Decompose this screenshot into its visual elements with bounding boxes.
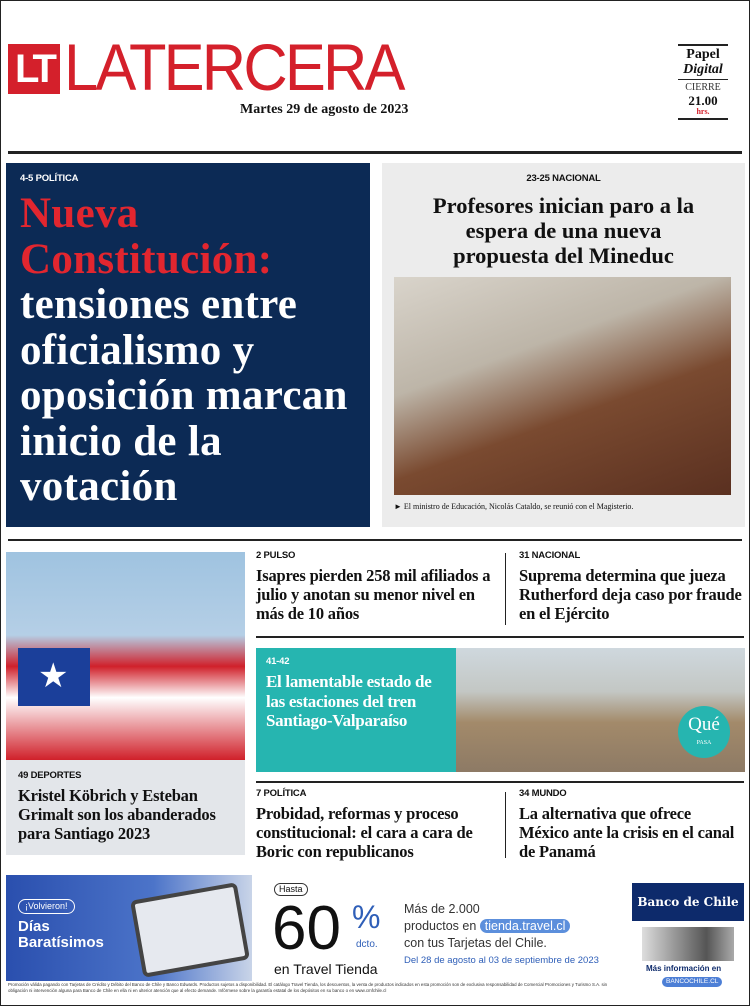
deportes-story[interactable] [6,552,245,855]
lead-kicker: 4-5 POLÍTICA [20,173,79,184]
ad-dates: Del 28 de agosto al 03 de septiembre de 2023 [404,955,599,966]
logo-mark[interactable]: LT [8,44,60,94]
logo-text[interactable]: LATERCERA [64,30,403,104]
ad-brand-2: Baratísimos [18,934,104,951]
ad-brand [18,919,104,951]
ad-hasta: Hasta [274,883,308,896]
politica-headline: Probidad, reformas y proceso constitucional: el cara a cara de Boric con republicanos [256,804,473,861]
masthead-rule [8,151,742,154]
papel-digital-badge [678,44,728,120]
quepasa-story[interactable] [256,648,456,772]
lead-headline [20,191,356,510]
ad-more: Más información en [646,964,722,973]
quepasa-badge-text: Qué [688,714,720,735]
side-story[interactable] [382,163,745,527]
star-icon: ★ [38,656,69,696]
lead-headline-red: Nueva Constitución: [20,190,273,283]
side-headline: Profesores inician paro a la espera de una nueva propuesta del Mineduc [432,193,695,268]
digital-label: Digital [678,62,728,80]
cierre-time: 21.00 [688,93,718,108]
ad-url[interactable]: tienda.travel.cl [480,919,571,933]
flag-bearers-photo [6,552,245,760]
ad-line3: con tus Tarjetas del Chile. [404,936,547,950]
side-kicker: 23-25 NACIONAL [526,173,601,184]
photo-caption: ► El ministro de Educación, Nicolás Cataldo, se reunió con el Magisterio. [394,502,634,511]
quepasa-badge-sub: PASA [696,740,712,746]
ad-line2: productos en [404,919,477,933]
cierre-label: CIERRE [685,82,721,93]
column-divider [505,553,506,625]
quepasa-badge [678,706,730,758]
ad-brand-1: Días [18,918,50,935]
ad-dcto: dcto. [356,939,378,950]
politica-story[interactable] [256,788,503,861]
quepasa-headline: El lamentable estado de las estaciones del tren Santiago-Valparaíso [266,672,432,730]
mundo-headline: La alternativa que ofrece México ante la crisis en el canal de Panamá [519,804,735,861]
edition-date: Martes 29 de agosto de 2023 [240,102,409,117]
column-rule [256,636,744,638]
deportes-kicker: 49 DEPORTES [18,770,82,781]
cards-image [642,927,734,961]
mundo-kicker: 34 MUNDO [519,788,567,799]
quepasa-kicker: 41-42 [266,656,290,667]
meeting-photo [394,277,731,495]
pulso-headline: Isapres pierden 258 mil afiliados a julio y anotan su menor nivel en más de 10 años [256,566,491,623]
bank-url[interactable]: BANCOCHILE.CL [662,977,722,987]
mundo-story[interactable] [519,788,744,861]
column-divider-2 [505,792,506,858]
ad-copy [404,901,599,969]
ad-fine-print: Promoción válida pagando con Tarjetas de Crédito y Débito del Banco de Chile y Banco Edwards. Productos sujetos a disponibilidad. El catálogo Travel Tienda, los descuentos, la venta de productos indicados en esta promoción son de exclusiva responsabilidad de Comercial Promociones y Turismo S.A. sin obligación ni intervención alguna para Banco de Chile en ella ni en ulterior atención que al efecto demande. Infórmese sobre la garantía estatal de los depósitos en su banco o en www.cmfchile.cl [8,982,608,993]
politica-kicker: 7 POLÍTICA [256,788,307,799]
lead-story[interactable] [6,163,370,527]
pulso-kicker: 2 PULSO [256,550,296,561]
nacional-kicker: 31 NACIONAL [519,550,581,561]
banco-chile-ad[interactable] [6,875,744,1000]
ad-tienda: en Travel Tienda [274,961,378,977]
ad-line2-wrap [404,918,599,935]
lead-headline-main: tensiones entre oficialismo y oposición marcan inicio de la votación [20,281,348,510]
ad-tag: ¡Volvieron! [18,899,75,914]
nacional-headline: Suprema determina que jueza Rutherford deja caso por fraude en el Ejército [519,566,742,623]
column-rule-2 [256,781,744,783]
hrs-label: hrs. [696,107,710,116]
ad-line1: Más de 2.000 [404,902,480,916]
train-station-photo [456,648,745,772]
tablet-image [130,882,250,978]
nacional-story[interactable] [519,550,744,623]
ad-percent-sign: % [352,899,381,935]
ad-percent: 60 [272,894,341,963]
papel-label: Papel [686,47,720,62]
section-rule [8,539,742,541]
deportes-headline: Kristel Köbrich y Esteban Grimalt son los abanderados para Santiago 2023 [18,786,216,843]
pulso-story[interactable] [256,550,501,623]
ad-visual [6,875,252,981]
bank-logo: Banco de Chile [632,883,744,921]
chile-flag-canton [18,648,90,706]
